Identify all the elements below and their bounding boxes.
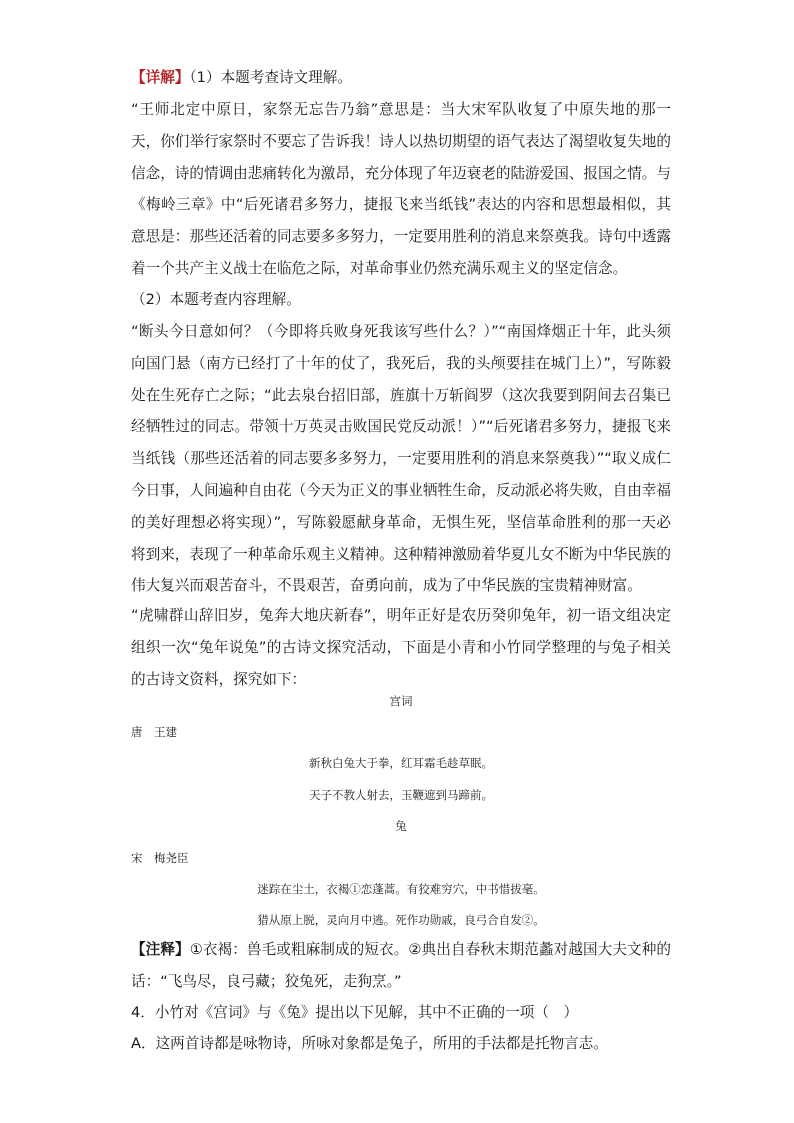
q2-analysis-paragraph: “断头今日意如何？（今即将兵败身死我该写些什么？）”“南国烽烟正十年，此头须向国门悬（南方已经打了十年的仗了，我死后，我的头颅要挂在城门上）”，写陈毅处在生死存亡之际；“此去泉台招旧部，旌旗十万斩阎罗（这次我要到阴间去召集已经牺牲过的同志。带领十万英灵击败国民党反动派！）”“后死诸君多努力，捷报飞来当纸钱（那些还活着的同志要多多努力，一定要用胜利的消息来祭奠我）”“取义成仁今日事，人间遍种自由花（今天为正义的事业牺牲生命，反动派必将失败，自由幸福的美好理想必将实现）”，写陈毅愿献身革命，无惧生死，坚信革命胜利的那一天必将到来，表现了一种革命乐观主义精神。这种精神激励着华夏儿女不断为中华民族的伟大复兴而艰苦奋斗，不畏艰苦，奋勇向前，成为了中华民族的宝贵精神财富。	[131, 323, 671, 595]
poem2-line2: 猎从原上脱，灵向月中逃。死作功勋戚，良弓合自发②。	[257, 913, 545, 927]
poem2-title: 兔	[395, 819, 407, 833]
note-paragraph	[131, 934, 671, 998]
analysis-heading	[131, 62, 671, 94]
question-option-a: A．这两首诗都是咏物诗，所咏对象都是兔子，所用的手法都是托物言志。	[131, 1035, 608, 1052]
poem1-title: 宫词	[389, 694, 413, 708]
q2-intro: （2）本题考查内容理解。	[131, 291, 301, 308]
poem2-author: 宋 梅尧臣	[131, 851, 189, 865]
question-stem: 4．小竹对《宫词》与《兔》提出以下见解，其中不正确的一项（ ）	[131, 1004, 579, 1021]
activity-intro-paragraph: “虎啸群山辞旧岁，兔奔大地庆新春”，明年正好是农历癸卯兔年，初一语文组决定组织一次“兔年说兔”的古诗文探究活动，下面是小青和小竹同学整理的与兔子相关的古诗文资料，探究如下：	[131, 607, 671, 688]
poem1-line1: 新秋白兔大于拳，红耳霜毛趁草眠。	[309, 756, 493, 770]
note-tag: 【注释】	[131, 941, 190, 958]
q1-analysis-paragraph: “王师北定中原日，家祭无忘告乃翁”意思是：当大宋军队收复了中原失地的那一天，你们举行家祭时不要忘了告诉我！诗人以热切期望的语气表达了渴望收复失地的信念，诗的情调由悲痛转化为激昂，充分体现了年迈衰老的陆游爱国、报国之情。与《梅岭三章》中“后死诸君多努力，捷报飞来当纸钱”表达的内容和思想最相似，其意思是：那些还活着的同志要多多努力，一定要用胜利的消息来祭奠我。诗句中透露着一个共产主义战士在临危之际，对革命事业仍然充满乐观主义的坚定信念。	[131, 101, 671, 277]
q1-intro: （1）本题考查诗文理解。	[189, 69, 352, 86]
poem1-author: 唐 王建	[131, 725, 177, 739]
analysis-tag: 【详解】	[131, 69, 190, 86]
poem1-line2: 天子不教人射去，玉鞭遮到马蹄前。	[309, 788, 493, 802]
poem2-line1: 迷踪在尘土，衣褐①恋蓬蒿。有狡难穷穴，中书惜拔毫。	[257, 882, 545, 896]
note-text: ①衣褐：兽毛或粗麻制成的短衣。②典出自春秋末期范蠡对越国大夫文种的话：“飞鸟尽，良弓藏；狡兔死，走狗烹。”	[131, 941, 671, 990]
